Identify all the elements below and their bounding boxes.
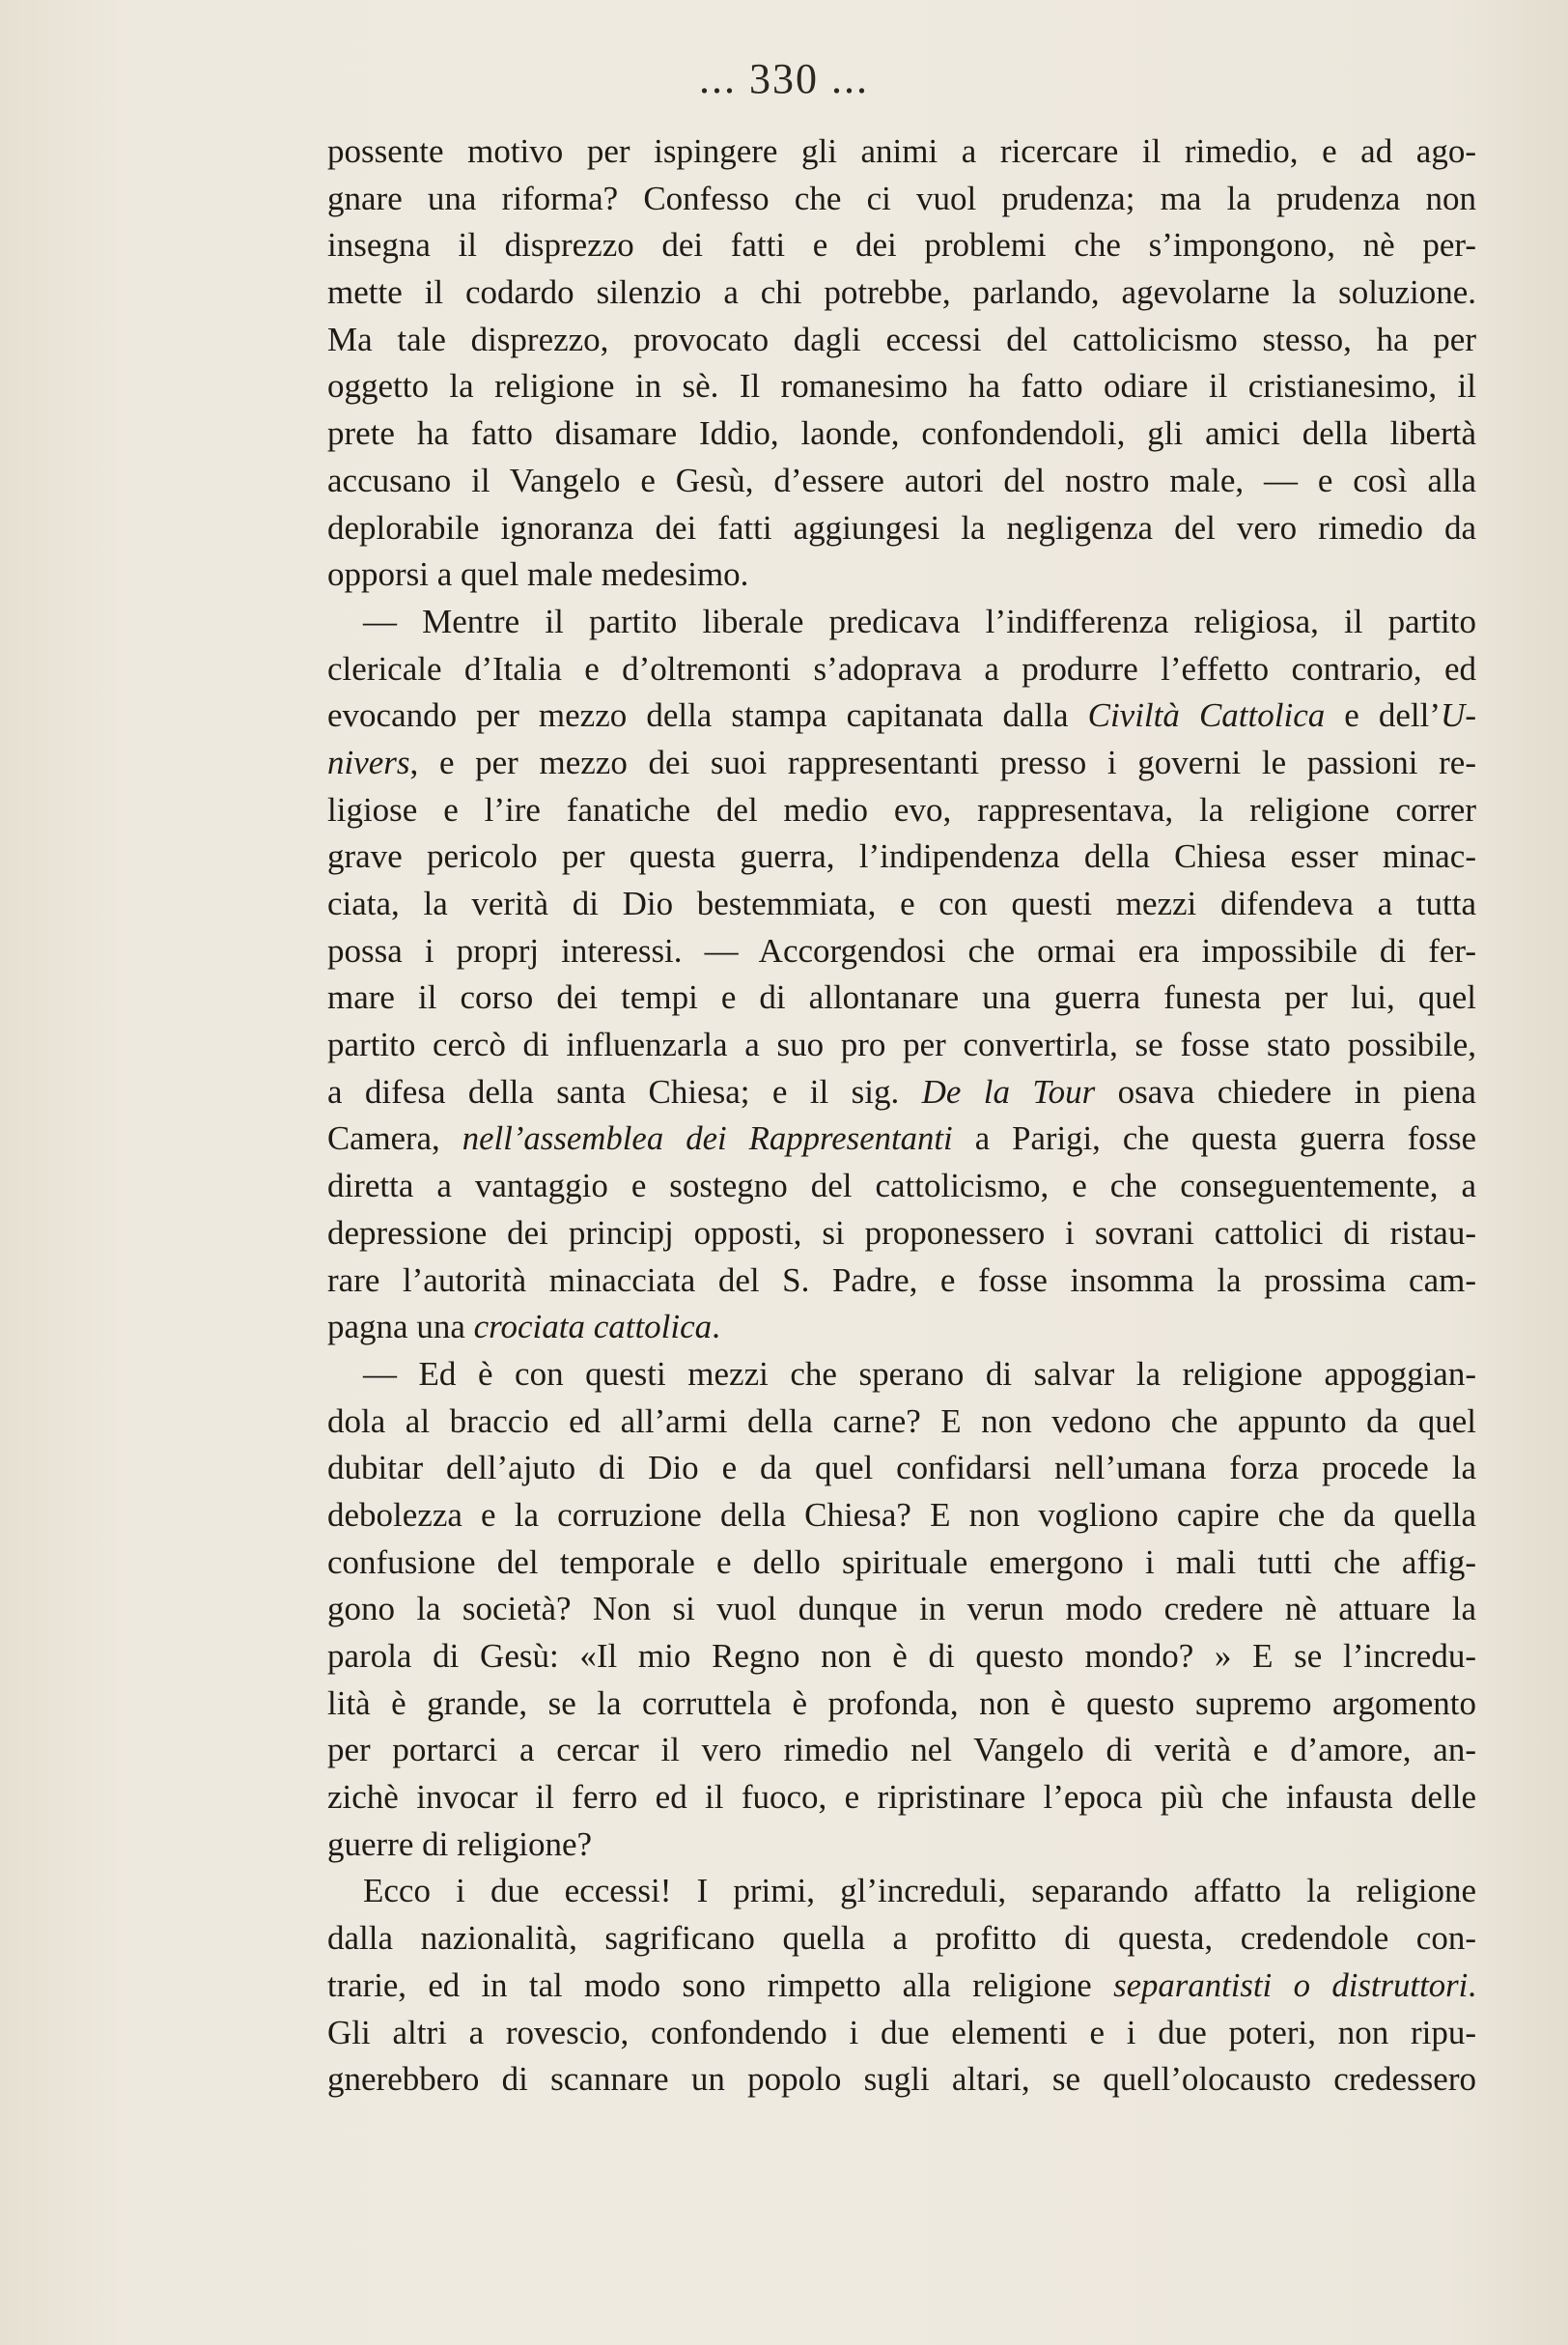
text-line: dalla nazionalità, sagrificano quella a profitto di questa, credendole con- [327, 1919, 1476, 1958]
text-line: accusano il Vangelo e Gesù, d’essere autori del nostro male, — e così alla [327, 461, 1476, 499]
text-line: prete ha fatto disamare Iddio, laonde, confondendoli, gli amici della libertà [327, 414, 1476, 453]
text-line: oggetto la religione in sè. Il romanesimo ha fatto odiare il cristianesimo, il [327, 367, 1476, 406]
page-number-header: ... 330 ... [699, 55, 869, 102]
text-line: gono la società? Non si vuol dunque in verun modo credere nè attuare la [327, 1590, 1476, 1628]
italic-phrase: nell’assemblea dei Rappresentanti [462, 1119, 953, 1158]
italic-title: U- [1441, 696, 1476, 735]
text-line: possente motivo per ispingere gli animi a ricercare il rimedio, e ad ago- [327, 132, 1476, 170]
text-line: pagna una crociata cattolica. [327, 1308, 720, 1346]
text-line: Camera, nell’assemblea dei Rappresentanti a Parigi, che questa guerra fosse [327, 1119, 1476, 1158]
text-line: evocando per mezzo della stampa capitanata dalla Civiltà Cattolica e dell’U- [327, 696, 1476, 735]
text-line: confusione del temporale e dello spirituale emergono i mali tutti che affig- [327, 1542, 1476, 1581]
text-line: deplorabile ignoranza dei fatti aggiungesi la negligenza del vero rimedio da [327, 508, 1476, 547]
text-line: gnerebbero di scannare un popolo sugli altari, se quell’olocausto credessero [327, 2060, 1476, 2099]
text-line: opporsi a quel male medesimo. [327, 555, 749, 594]
text-line: lità è grande, se la corruttela è profonda, non è questo supremo argomento [327, 1683, 1476, 1722]
text-line: dola al braccio ed all’armi della carne? E non vedono che appunto da quel [327, 1401, 1476, 1440]
text-line: insegna il disprezzo dei fatti e dei problemi che s’impongono, nè per- [327, 226, 1476, 265]
italic-title: Civiltà Cattolica [1087, 696, 1326, 735]
text-line: ciata, la verità di Dio bestemmiata, e con questi mezzi difendeva a tutta [327, 885, 1476, 922]
text-line: dubitar dell’ajuto di Dio e da quel confidarsi nell’umana forza procede la [327, 1449, 1476, 1487]
text-line: diretta a vantaggio e sostegno del cattolicismo, e che conseguentemente, a [327, 1167, 1476, 1205]
italic-name: De la Tour [921, 1072, 1096, 1111]
page-text-body [327, 128, 1476, 2104]
text-line: possa i proprj interessi. — Accorgendosi che ormai era impossibile di fer- [327, 931, 1476, 970]
text-line: zichè invocar il ferro ed il fuoco, e ripristinare l’epoca più che infausta delle [327, 1778, 1476, 1817]
text-line: — Ed è con questi mezzi che sperano di salvar la religione appoggian- [363, 1354, 1476, 1393]
italic-title: nivers [327, 743, 410, 781]
text-line: clericale d’Italia e d’oltremonti s’adoprava a produrre l’effetto contrario, ed [327, 649, 1476, 688]
text-line: Ma tale disprezzo, provocato dagli eccessi del cattolicismo stesso, ha per [327, 320, 1476, 358]
text-line: parola di Gesù: «Il mio Regno non è di questo mondo? » E se l’incredu- [327, 1637, 1476, 1675]
italic-phrase: separantisti o distruttori [1113, 1965, 1469, 2004]
text-line: — Mentre il partito liberale predicava l’indifferenza religiosa, il partito [363, 602, 1476, 640]
text-line: rare l’autorità minacciata del S. Padre, e fosse insomma la prossima cam- [327, 1260, 1476, 1299]
italic-phrase: crociata cattolica [473, 1308, 713, 1346]
text-line: mette il codardo silenzio a chi potrebbe, parlando, agevolarne la soluzione. [327, 273, 1476, 312]
text-line: a difesa della santa Chiesa; e il sig. De la Tour osava chiedere in piena [327, 1072, 1476, 1111]
text-line: Gli altri a rovescio, confondendo i due elementi e i due poteri, non ripu- [327, 2013, 1476, 2051]
text-line: grave pericolo per questa guerra, l’indipendenza della Chiesa esser minac- [327, 837, 1476, 876]
text-line: ligiose e l’ire fanatiche del medio evo, rappresentava, la religione correr [327, 790, 1476, 829]
text-line: debolezza e la corruzione della Chiesa? E non vogliono capire che da quella [327, 1495, 1476, 1534]
text-line: Ecco i due eccessi! I primi, gl’increduli, separando affatto la religione [363, 1872, 1476, 1910]
text-line: partito cercò di influenzarla a suo pro per convertirla, se fosse stato possibile, [327, 1026, 1476, 1064]
text-line: nivers, e per mezzo dei suoi rappresentanti presso i governi le passioni re- [327, 743, 1476, 781]
text-line: trarie, ed in tal modo sono rimpetto alla religione separantisti o distruttori. [327, 1965, 1476, 2004]
text-line: per portarci a cercar il vero rimedio nel Vangelo di verità e d’amore, an- [327, 1731, 1476, 1769]
text-line: depressione dei principj opposti, si proponessero i sovrani cattolici di ristau- [327, 1213, 1476, 1252]
text-line: mare il corso dei tempi e di allontanare una guerra funesta per lui, quel [327, 978, 1476, 1017]
text-line: gnare una riforma? Confesso che ci vuol prudenza; ma la prudenza non [327, 179, 1476, 217]
text-line: guerre di religione? [327, 1824, 593, 1863]
